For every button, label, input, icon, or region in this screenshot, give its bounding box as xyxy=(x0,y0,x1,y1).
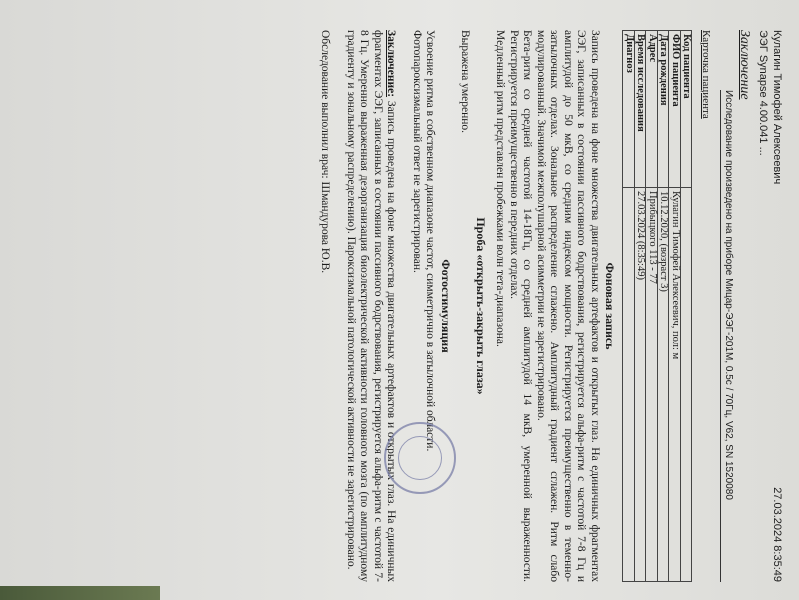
row-key: Дата рождения xyxy=(658,31,670,188)
photostim-paragraph-2: Фотопароксизмальный ответ не зарегистрирован. xyxy=(411,30,423,273)
row-key: Адрес xyxy=(646,31,658,188)
row-key: Время исследования xyxy=(635,31,647,188)
row-value: 27.03.2024 (8:35:49) xyxy=(635,188,647,582)
patient-card-link: Карточка пациента xyxy=(700,30,712,119)
header-patient-name: Кулагин Тимофей Алексеевич xyxy=(771,30,783,185)
header-software: ЭЭГ Synapse 4.00.041 ... xyxy=(757,30,770,156)
patient-table xyxy=(623,30,693,582)
header-datetime: 27.03.2024 8:35:49 xyxy=(771,487,783,582)
doctor-line: Обследование выполнил врач: Шмандурова Ю.В. xyxy=(319,30,332,274)
signature-area xyxy=(318,30,332,582)
background-paragraph-1: Запись проведена на фоне множества двигательных артефактов и открытых глаз. На единичных фрагментах ЭЭГ, записанных в состоянии пассивного бодрствования, регистрируется альфа-ритм с частотой 7-8 Гц и амплитудой до 50 мкВ, со средним индексом мощности. Регистрируется преимущественно в теменно-затылочных отделах. Зональное распределение сглажено. Амплитудный градиент сглажен. Ритм слабо модулированный. Значимой межполушарной асимметрии не зарегистрировано. xyxy=(535,30,601,582)
table-row xyxy=(635,31,647,582)
row-key: Диагноз xyxy=(623,31,635,188)
desk-edge xyxy=(0,586,160,600)
background-title: Фоновая запись xyxy=(603,262,618,350)
document-title: Заключение xyxy=(737,30,752,100)
photostim-title: Фотостимуляция xyxy=(439,259,453,353)
device-line: Исследование произведено на приборе Мицар-ЭЭГ-201М, 0.5с / 70Гц, V62, SN 1520080 xyxy=(720,90,736,582)
conclusion-text: Запись проведена на фоне множества двигательных артефактов и открытых глаз. На единичных фрагментах ЭЭГ, записанных в состоянии пассивного бодрствования, регистрируется альфа-ритм с частотой 7-8 Гц. Умеренно выраженная дезорганизация биоэлектрической активности головного мозга (по амплитудному градиенту и зональному распределению). Пароксизмальной патологической активности не зарегистрировано. xyxy=(345,30,398,582)
table-row xyxy=(658,31,670,582)
rotated-document xyxy=(229,0,789,600)
background-paragraph-3: Медленный ритм представлен пробежками волн тета-диапазона. xyxy=(494,30,507,347)
stamp-seal-icon xyxy=(385,422,457,494)
conclusion xyxy=(344,30,398,582)
document-header xyxy=(770,30,784,582)
table-row xyxy=(681,31,693,582)
row-value: Кулагин Тимофей Алексеевич, пол: м xyxy=(669,188,681,582)
table-row xyxy=(623,31,635,582)
row-value xyxy=(623,188,635,582)
row-value: Прибыцкого 113 - 77 xyxy=(646,188,658,582)
row-value: 10.12.2020, (возраст 3) xyxy=(658,188,670,582)
table-row xyxy=(669,31,681,582)
photostim-paragraph-1: Усвоение ритма в собственном диапазоне частот, симметрично в затылочной области. xyxy=(424,30,437,452)
table-row xyxy=(646,31,658,582)
row-key: Код пациента xyxy=(681,31,693,188)
eyes-test-title: Проба «открыть-закрыть глаза» xyxy=(474,217,488,395)
row-key: ФИО пациента xyxy=(669,31,681,188)
conclusion-label: Заключение: xyxy=(385,30,398,98)
row-value xyxy=(681,188,693,582)
eyes-test-text: Выражена умеренно. xyxy=(459,30,472,134)
background-paragraph-2: Бета-ритм со средней частотой 14-18Гц, со средней амплитудой 14 мкВ, умеренной выраженности. Регистрируется преимущественно в передних отделах. xyxy=(508,30,534,582)
